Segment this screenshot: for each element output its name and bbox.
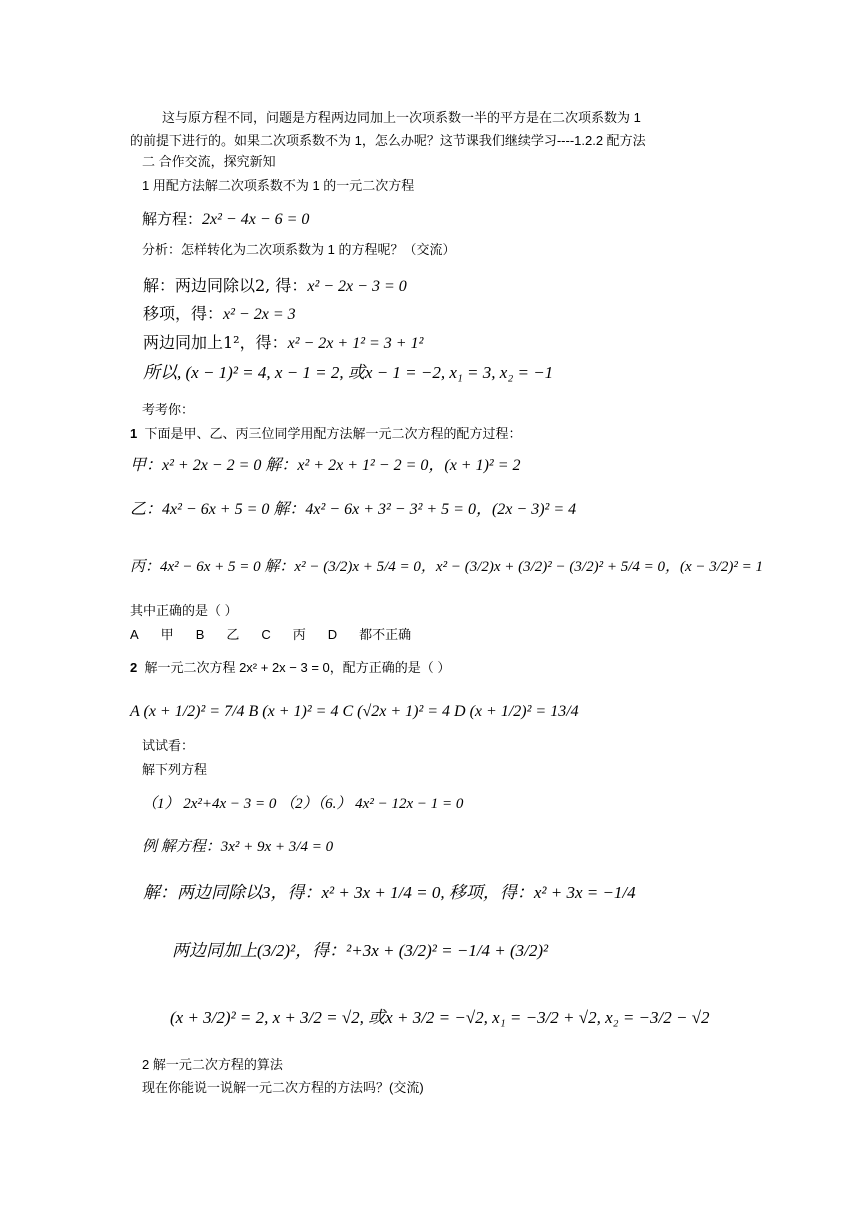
question-1-bing: 丙：4x² − 6x + 5 = 0 解：x² − (3/2)x + 5/4 = 0，x² − (3/2)x + (3/2)² − (3/2)² + 5/4 = 0，(x − 3/2)² = 1 [130,559,764,575]
problem-equation: 2x² − 4x − 6 = 0 [202,211,310,228]
problem-line [142,210,309,229]
question-2-number: 2 [130,660,138,675]
step3-label: 两边同加上1²，得： [143,333,288,352]
option-b-text: 乙 [226,627,240,642]
intro-line-1: 这与原方程不同，问题是方程两边同加上一次项系数一半的平方是在二次项系数为 1 [162,110,641,125]
solution-step-1 [143,276,407,296]
step3-equation: x² − 2x + 1² = 3 + 1² [287,335,424,352]
step2-label: 移项，得： [143,304,224,323]
step1-equation: x² − 2x − 3 = 0 [307,278,407,295]
question-1-yi: 乙：4x² − 6x + 5 = 0 解：4x² − 6x + 3² − 3² + 5 = 0，(2x − 3)² = 4 [130,501,577,518]
section-heading: 二 合作交流，探究新知 [142,154,276,169]
algorithm-question: 现在你能说一说解一元二次方程的方法吗？(交流) [142,1080,424,1095]
solution-step-4: 所以, (x − 1)² = 4, x − 1 = 2, 或x − 1 = −2, x₁ = 3, x₂ = −1 [143,363,554,382]
question-1-text: 下面是甲、乙、丙三位同学用配方法解一元二次方程的配方过程： [144,426,522,441]
option-a-letter: A [130,627,139,642]
question-1-jia: 甲：x² + 2x − 2 = 0 解：x² + 2x + 1² − 2 = 0，(x + 1)² = 2 [130,457,521,474]
practice-sub: 解下列方程 [142,762,208,777]
quiz-heading: 考考你： [142,402,195,417]
question-2-options: A (x + 1/2)² = 7/4 B (x + 1)² = 4 C (√2x + 1)² = 4 D (x + 1/2)² = 13/4 [130,703,579,720]
question-1-options [130,627,433,643]
question-2-text: 解一元二次方程 2x² + 2x − 3 = 0，配方正确的是（ ） [144,660,451,675]
option-d-letter: D [327,627,338,642]
question-1-prompt: 其中正确的是（ ） [130,603,238,618]
question-1-number: 1 [130,426,138,441]
option-d-text: 都不正确 [359,627,412,642]
intro-line-2: 的前提下进行的。如果二次项系数不为 1，怎么办呢？这节课我们继续学习----1.2.2 配方法 [130,133,646,148]
step1-label: 解：两边同除以2, 得： [143,276,308,295]
solution-step-2 [143,304,296,324]
option-c-letter: C [261,627,271,642]
option-b-letter: B [195,627,205,642]
option-a-text: 甲 [160,627,174,642]
example-step-2: 两边同加上(3/2)²，得：²+3x + (3/2)² = −1/4 + (3/2)² [172,941,549,960]
solution-step-3 [143,333,423,353]
example-step-3: (x + 3/2)² = 2, x + 3/2 = √2, 或x + 3/2 = −√2, x₁ = −3/2 + √2, x₂ = −3/2 − √2 [170,1008,710,1027]
algorithm-heading: 2 解一元二次方程的算法 [142,1057,283,1072]
problem-label: 解方程： [142,210,203,228]
example-problem: 例 解方程：3x² + 9x + 3/4 = 0 [142,839,334,855]
option-c-text: 丙 [292,627,306,642]
step2-equation: x² − 2x = 3 [223,306,296,323]
practice-items: （1） 2x²+4x − 3 = 0 （2）（6.） 4x² − 12x − 1 = 0 [142,796,464,812]
analysis-text: 分析：怎样转化为二次项系数为 1 的方程呢？（交流） [142,242,456,257]
practice-heading: 试试看： [142,738,195,753]
question-1 [130,426,521,442]
question-2 [130,660,450,676]
subsection-heading: 1 用配方法解二次项系数不为 1 的一元二次方程 [142,178,415,193]
example-step-1: 解：两边同除以3，得：x² + 3x + 1/4 = 0, 移项，得：x² + 3x = −1/4 [143,883,636,902]
